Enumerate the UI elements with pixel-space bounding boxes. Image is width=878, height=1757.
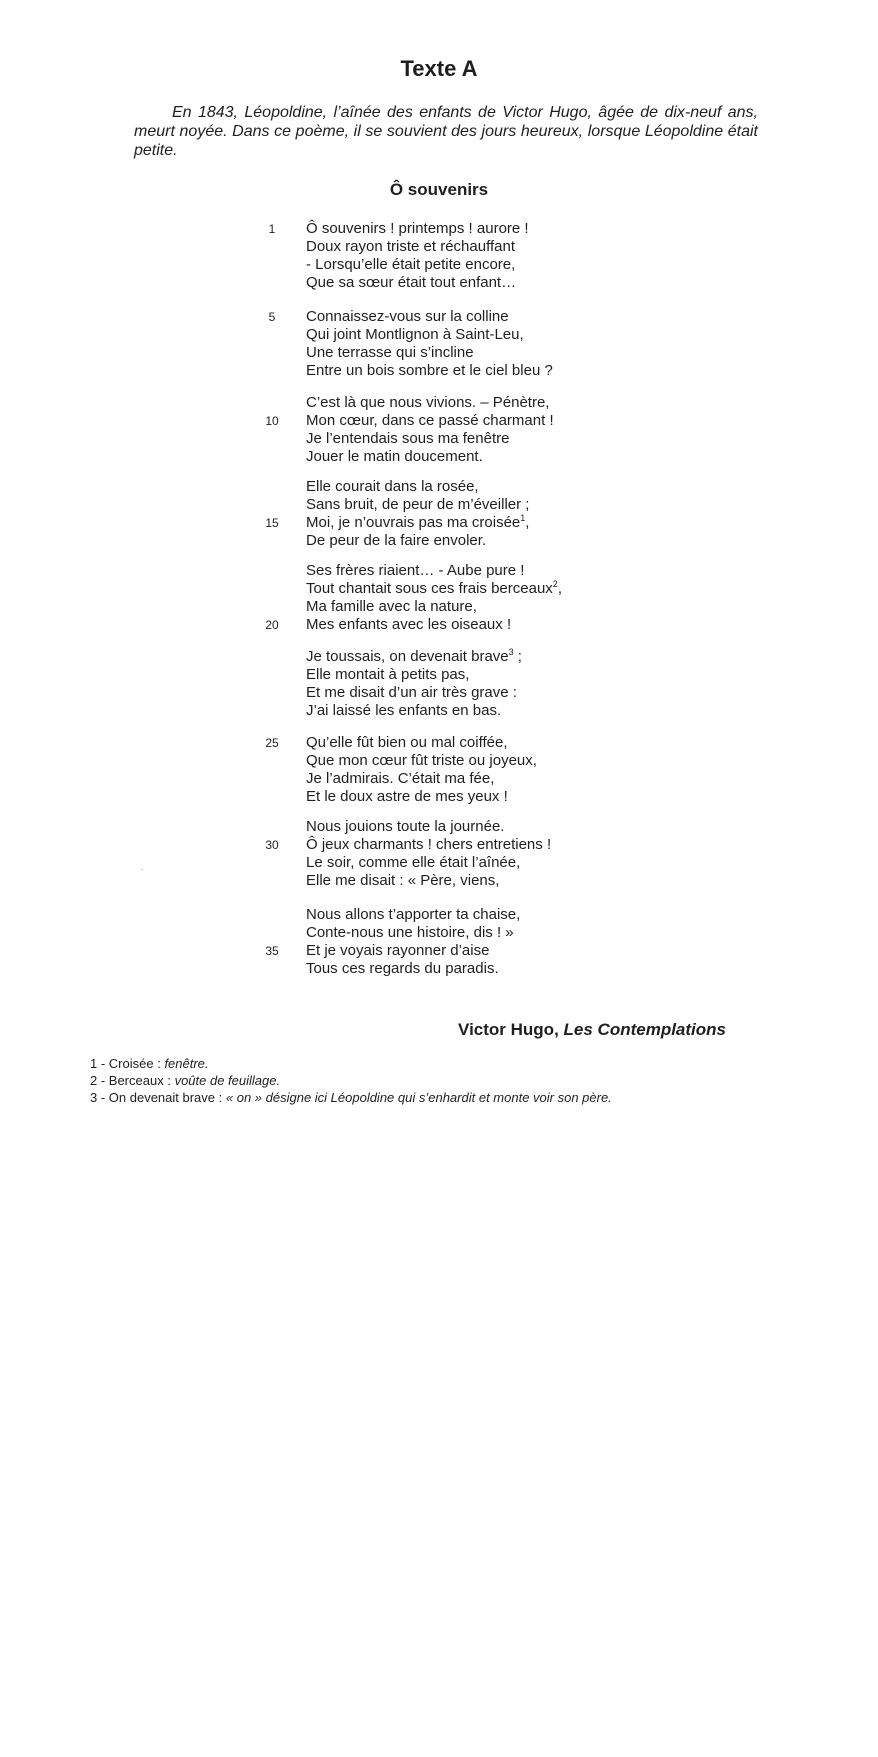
verse-text: Et je voyais rayonner d’aise [306,942,490,959]
verse-text: Qui joint Montlignon à Saint-Leu, [306,326,524,343]
verse-text: Nous jouions toute la journée. [306,818,505,835]
line-text [306,734,508,752]
line-text [306,960,499,978]
poem-line [0,274,878,292]
verse-text: Ses frères riaient… - Aube pure ! [306,562,525,579]
poem-line [0,818,878,836]
poem-line [0,514,878,532]
poem-line [0,344,878,362]
verse-text: Elle courait dans la rosée, [306,478,479,495]
poem-line [0,580,878,598]
verse-text: Et me disait d’un air très grave : [306,684,517,701]
line-text [306,326,524,344]
verse-text: Nous allons t’apporter ta chaise, [306,906,521,923]
line-text [306,274,516,292]
poem-line [0,562,878,580]
verse-text: Je l’admirais. C’était ma fée, [306,770,495,787]
attribution-author: Victor Hugo, [458,1020,559,1039]
line-text [306,942,489,960]
footnote-marker: 1 [520,513,526,523]
line-number: 10 [265,414,279,428]
verse-punctuation: , [557,580,562,597]
poem-stanza [0,308,878,380]
verse-text: Je toussais, on devenait brave [306,648,509,665]
verse-text: Une terrasse qui s’incline [306,344,474,361]
line-number: 1 [268,222,276,236]
line-text [306,702,501,720]
verse-text: Moi, je n’ouvrais pas ma croisée [306,514,521,531]
poem-line [0,308,878,326]
line-text [306,496,529,514]
verse-punctuation: ; [513,648,522,665]
footnote-marker: 2 [552,579,558,589]
footnotes [90,1055,830,1106]
poem-line [0,496,878,514]
line-text [306,430,509,448]
line-text [306,648,522,666]
line-text [306,514,529,532]
line-number: 15 [265,516,279,530]
poem-line [0,256,878,274]
line-text [306,308,509,326]
line-text [306,752,537,770]
verse-text: Que mon cœur fût triste ou joyeux, [306,752,537,769]
line-text [306,220,529,238]
poem-line [0,616,878,634]
line-text [306,854,520,872]
line-number: 20 [265,618,279,632]
poem-stanza [0,906,878,978]
line-text [306,256,515,274]
line-text [306,924,514,942]
poem-line [0,872,878,890]
line-text [306,580,562,598]
page-title: Texte A [400,56,478,81]
footnote-marker: 3 [508,647,514,657]
poem-line [0,648,878,666]
line-text [306,598,477,616]
verse-text: Je l’entendais sous ma fenêtre [306,430,510,447]
footnote-term: 3 - On devenait brave : [90,1090,223,1105]
verse-text: Tout chantait sous ces frais berceaux [306,580,553,597]
verse-text: Et le doux astre de mes yeux ! [306,788,508,805]
poem-line [0,836,878,854]
poem-line [0,220,878,238]
poem-stanza [0,562,878,634]
verse-text: Le soir, comme elle était l’aînée, [306,854,521,871]
poem-line [0,478,878,496]
line-text [306,666,469,684]
verse-text: Connaissez-vous sur la colline [306,308,509,325]
verse-text: Ô jeux charmants ! chers entretiens ! [306,836,552,853]
poem-title: Ô souvenirs [389,180,489,199]
poem-line [0,854,878,872]
line-text [306,394,549,412]
attribution [458,1020,726,1040]
poem-line [0,960,878,978]
poem-stanza [0,648,878,720]
verse-punctuation: , [525,514,530,531]
line-text [306,906,520,924]
verse-text: J’ai laissé les enfants en bas. [306,702,502,719]
scan-speck [141,869,143,870]
line-text [306,684,517,702]
line-text [306,818,504,836]
line-text [306,238,515,256]
line-text [306,872,499,890]
poem-line [0,924,878,942]
poem-line [0,906,878,924]
verse-text: De peur de la faire envoler. [306,532,487,549]
line-text [306,344,474,362]
verse-text: - Lorsqu’elle était petite encore, [306,256,516,273]
verse-text: Jouer le matin doucement. [306,448,483,465]
poem-stanza [0,478,878,550]
line-text [306,562,524,580]
line-text [306,478,479,496]
footnote-term: 2 - Berceaux : [90,1073,171,1088]
poem-line [0,752,878,770]
footnote [90,1072,830,1089]
poem-line [0,598,878,616]
verse-text: C’est là que nous vivions. – Pénètre, [306,394,550,411]
poem-line [0,788,878,806]
verse-text: Sans bruit, de peur de m’éveiller ; [306,496,530,513]
poem-line [0,430,878,448]
verse-text: Entre un bois sombre et le ciel bleu ? [306,362,553,379]
line-text [306,448,483,466]
verse-text: Elle montait à petits pas, [306,666,470,683]
verse-text: Qu’elle fût bien ou mal coiffée, [306,734,508,751]
footnote-definition: fenêtre. [164,1056,209,1071]
line-text [306,616,511,634]
line-number: 5 [268,310,276,324]
verse-text: Ô souvenirs ! printemps ! aurore ! [306,220,529,237]
verse-text: Mon cœur, dans ce passé charmant ! [306,412,554,429]
poem-line [0,942,878,960]
verse-text: Mes enfants avec les oiseaux ! [306,616,512,633]
poem-line [0,448,878,466]
poem-line [0,394,878,412]
attribution-work: Les Contemplations [563,1020,726,1039]
line-number: 30 [265,838,279,852]
poem-line [0,666,878,684]
verse-text: Conte-nous une histoire, dis ! » [306,924,514,941]
poem-line [0,532,878,550]
poem-stanza [0,220,878,292]
poem-line [0,684,878,702]
poem-stanza [0,734,878,806]
verse-text: Tous ces regards du paradis. [306,960,499,977]
line-text [306,788,508,806]
poem-stanza [0,394,878,466]
poem-stanza [0,818,878,890]
line-text [306,412,554,430]
line-text [306,836,551,854]
line-number: 35 [265,944,279,958]
line-text [306,362,553,380]
footnote-definition: « on » désigne ici Léopoldine qui s’enhardit et monte voir son père. [225,1090,612,1105]
poem-line [0,362,878,380]
poem-line [0,770,878,788]
footnote [90,1055,830,1072]
verse-text: Elle me disait : « Père, viens, [306,872,500,889]
verse-text: Doux rayon triste et réchauffant [306,238,516,255]
footnote [90,1089,830,1106]
poem-line [0,238,878,256]
line-text [306,770,494,788]
verse-text: Ma famille avec la nature, [306,598,477,615]
footnote-term: 1 - Croisée : [90,1056,161,1071]
verse-text: Que sa sœur était tout enfant… [306,274,517,291]
line-number: 25 [265,736,279,750]
poem-line [0,702,878,720]
intro-paragraph: En 1843, Léopoldine, l’aînée des enfants de Victor Hugo, âgée de dix-neuf ans, meurt noyée. Dans ce poème, il se souvient des jours heureux, lorsque Léopoldine était petite. [134,104,758,159]
poem-line [0,734,878,752]
poem-line [0,326,878,344]
line-text [306,532,486,550]
footnote-definition: voûte de feuillage. [174,1073,281,1088]
poem-line [0,412,878,430]
